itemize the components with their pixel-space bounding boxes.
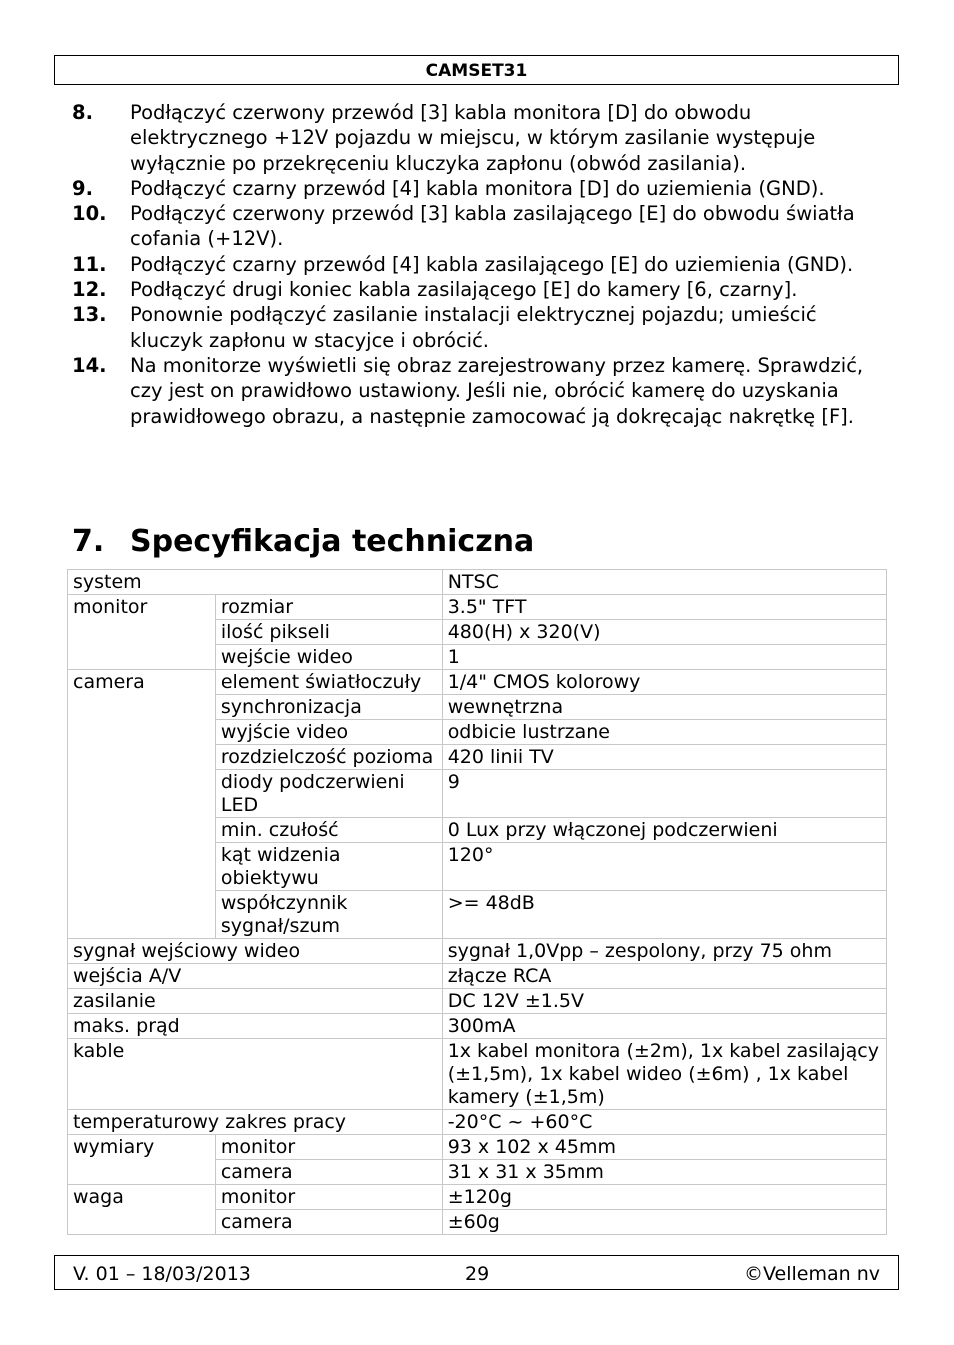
spec-label: temperaturowy zakres pracy [68,1110,443,1135]
document-footer [54,1255,899,1290]
spec-label: kable [68,1039,443,1110]
step-number: 11. [72,252,107,276]
spec-value: 9 [442,770,886,818]
spec-value: 1 [442,645,886,670]
spec-label: maks. prąd [68,1014,443,1039]
spec-value: 1/4" CMOS kolorowy [442,670,886,695]
spec-label: diody podczerwieni LED [215,770,442,818]
spec-value: NTSC [442,570,886,595]
table-row [68,1185,887,1210]
footer-page-number: 29 [465,1263,490,1285]
step-number: 8. [72,101,93,124]
spec-value: DC 12V ±1.5V [442,989,886,1014]
table-row [68,964,887,989]
spec-label: synchronizacja [215,695,442,720]
step-item [72,201,892,252]
spec-group-label: waga [68,1185,216,1235]
spec-value: odbicie lustrzane [442,720,886,745]
section-title: Specyfikacja techniczna [130,524,535,559]
step-number: 14. [72,353,107,377]
table-row [68,939,887,964]
installation-steps [72,100,892,429]
step-item [72,277,892,302]
step-number: 10. [72,202,107,226]
step-item [72,252,892,277]
spec-value: 93 x 102 x 45mm [442,1135,886,1160]
spec-value: sygnał 1,0Vpp – zespolony, przy 75 ohm [442,939,886,964]
step-text: Podłączyć drugi koniec kabla zasilającego [E] do kamery [6, czarny]. [130,278,798,302]
table-row [68,570,887,595]
spec-label: rozmiar [215,595,442,620]
step-number: 12. [72,278,107,302]
header-title: CAMSET31 [425,61,528,81]
table-row [68,1135,887,1160]
table-row [68,1110,887,1135]
spec-label: wyjście video [215,720,442,745]
spec-value: złącze RCA [442,964,886,989]
footer-copyright: ©Velleman nv [744,1263,880,1285]
spec-value: 420 linii TV [442,745,886,770]
step-text: Podłączyć czarny przewód [4] kabla zasilającego [E] do uziemienia (GND). [130,252,854,276]
section-number: 7. [72,524,105,559]
step-text: Podłączyć czerwony przewód [3] kabla zasilającego [E] do obwodu światła cofania (+12V). [130,202,855,251]
spec-label: monitor [215,1135,442,1160]
spec-group-label: wymiary [68,1135,216,1185]
spec-value: 1x kabel monitora (±2m), 1x kabel zasilający (±1,5m), 1x kabel wideo (±6m) , 1x kabel kamery (±1,5m) [442,1039,886,1110]
table-row [68,670,887,695]
spec-label: współczynnik sygnał/szum [215,891,442,939]
spec-label: monitor [215,1185,442,1210]
spec-value: 300mA [442,1014,886,1039]
step-item [72,353,892,429]
spec-label: camera [215,1160,442,1185]
spec-label: ilość pikseli [215,620,442,645]
spec-label: element światłoczuły [215,670,442,695]
spec-label: min. czułość [215,818,442,843]
step-item [72,100,892,176]
table-row [68,595,887,620]
spec-value: 0 Lux przy włączonej podczerwieni [442,818,886,843]
footer-version: V. 01 – 18/03/2013 [73,1263,251,1285]
table-row [68,1014,887,1039]
step-item [72,176,892,201]
table-row [68,989,887,1014]
spec-label: wejście wideo [215,645,442,670]
spec-label: sygnał wejściowy wideo [68,939,443,964]
step-text: Podłączyć czarny przewód [4] kabla monitora [D] do uziemienia (GND). [130,176,825,200]
document-header [54,55,899,85]
spec-label: camera [215,1210,442,1235]
spec-value: 480(H) x 320(V) [442,620,886,645]
spec-label: kąt widzenia obiektywu [215,843,442,891]
spec-value: ±60g [442,1210,886,1235]
spec-label: zasilanie [68,989,443,1014]
step-item [72,302,892,353]
spec-value: -20°C ~ +60°C [442,1110,886,1135]
table-row [68,1039,887,1110]
step-text: Ponownie podłączyć zasilanie instalacji elektrycznej pojazdu; umieścić kluczyk zapłonu w stacyjce i obrócić. [130,303,817,352]
step-text: Podłączyć czerwony przewód [3] kabla monitora [D] do obwodu elektrycznego +12V pojazdu w miejscu, w którym zasilanie występuje wyłącznie po przekręceniu kluczyka zapłonu (obwód zasilania). [130,101,816,175]
spec-value: >= 48dB [442,891,886,939]
step-text: Na monitorze wyświetli się obraz zarejestrowany przez kamerę. Sprawdzić, czy jest on prawidłowo ustawiony. Jeśli nie, obrócić kamerę do uzyskania prawidłowego obrazu, a następnie zamocować ją dokręcając nakrętkę [F]. [130,353,864,428]
spec-label: wejścia A/V [68,964,443,989]
spec-label: rozdzielczość pozioma [215,745,442,770]
spec-group-label: monitor [68,595,216,670]
step-number: 9. [72,176,93,200]
spec-label: system [68,570,443,595]
spec-value: 120° [442,843,886,891]
section-heading [72,522,534,562]
spec-value: 3.5" TFT [442,595,886,620]
spec-value: ±120g [442,1185,886,1210]
spec-value: 31 x 31 x 35mm [442,1160,886,1185]
spec-group-label: camera [68,670,216,939]
spec-table [67,569,887,1235]
spec-value: wewnętrzna [442,695,886,720]
step-number: 13. [72,303,107,327]
